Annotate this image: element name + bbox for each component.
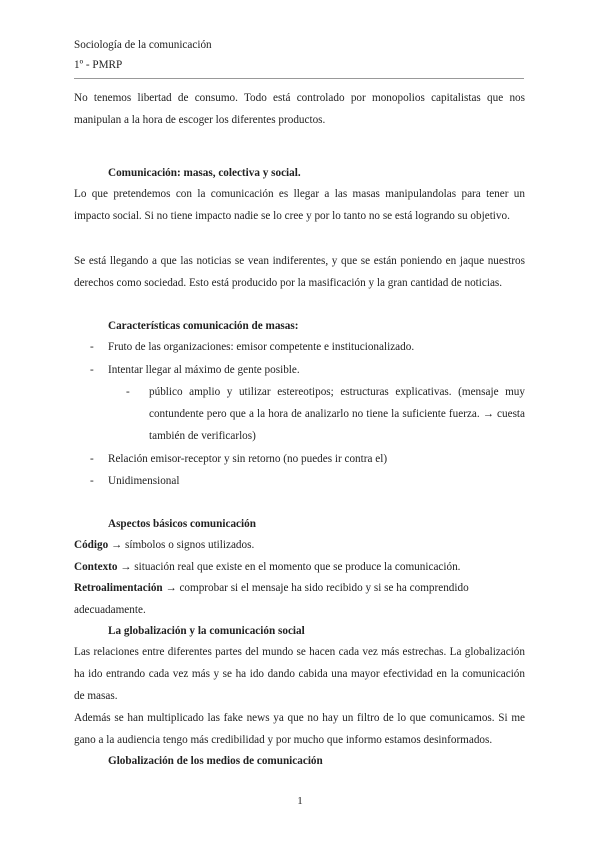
list-item <box>90 471 525 493</box>
paragraph: Además se han multiplicado las fake news ya que no hay un filtro de lo que comunicamos. Si me gano a la audiencia tengo más credibilidad y por mucho que informo estamos desinformados. <box>74 712 525 746</box>
definition <box>74 578 525 622</box>
section-heading: Comunicación: masas, colectiva y social. <box>108 167 301 179</box>
definition <box>74 535 525 557</box>
term: Contexto <box>74 561 118 573</box>
term: Retroalimentación <box>74 582 163 594</box>
list-item-text: Fruto de las organizaciones: emisor competente e institucionalizado. <box>108 341 415 353</box>
definition-text: → comprobar si el mensaje ha sido recibido y si se ha comprendido adecuadamente. <box>74 582 469 616</box>
header-title: Sociología de la comunicación <box>74 39 212 51</box>
list-item-text: público amplio y utilizar estereotipos; estructuras explicativas. (mensaje muy contundente pero que a la hora de analizarlo no tiene la suficiente fuerza. → cuesta también de verificarlos) <box>149 386 525 442</box>
paragraph: Las relaciones entre diferentes partes del mundo se hacen cada vez más estrechas. La globalización ha ido entrando cada vez más y se ha ido dando cabida una mayor efectividad en la comunicación de masas. <box>74 646 525 702</box>
list-item-text: Relación emisor-receptor y sin retorno (no puedes ir contra el) <box>108 453 388 465</box>
sub-list-item <box>126 382 525 447</box>
bullet: - <box>90 341 94 353</box>
list-item <box>90 360 525 382</box>
definition-text: → situación real que existe en el momento que se produce la comunicación. <box>117 561 461 573</box>
bullet: - <box>90 453 94 465</box>
bullet: - <box>126 386 130 398</box>
paragraph: Lo que pretendemos con la comunicación es llegar a las masas manipulandolas para tener un impacto social. Si no tiene impacto nadie se lo cree y por lo tanto no se está logrando su objetivo. <box>74 188 525 222</box>
paragraph: No tenemos libertad de consumo. Todo está controlado por monopolios capitalistas que nos manipulan a la hora de escoger los diferentes productos. <box>74 92 525 126</box>
page-header <box>74 35 525 77</box>
list-item-text: Intentar llegar al máximo de gente posible. <box>108 364 300 376</box>
bullet: - <box>90 364 94 376</box>
section-heading: Globalización de los medios de comunicación <box>108 755 323 767</box>
bullet: - <box>90 475 94 487</box>
list-item-text: Unidimensional <box>108 475 180 487</box>
section-heading: La globalización y la comunicación social <box>108 625 305 637</box>
page-number: 1 <box>297 795 303 807</box>
header-subtitle: 1º - PMRP <box>74 58 123 71</box>
section-heading: Aspectos básicos comunicación <box>108 518 256 530</box>
list-item <box>90 337 525 359</box>
section-heading: Características comunicación de masas: <box>108 320 299 332</box>
list-item <box>90 449 525 471</box>
header-divider <box>74 78 524 79</box>
term: Código <box>74 539 109 551</box>
definition <box>74 557 525 579</box>
paragraph: Se está llegando a que las noticias se vean indiferentes, y que se están poniendo en jaque nuestros derechos como sociedad. Esto está producido por la masificación y la gran cantidad de noticias. <box>74 255 525 289</box>
definition-text: → símbolos o signos utilizados. <box>108 539 255 551</box>
